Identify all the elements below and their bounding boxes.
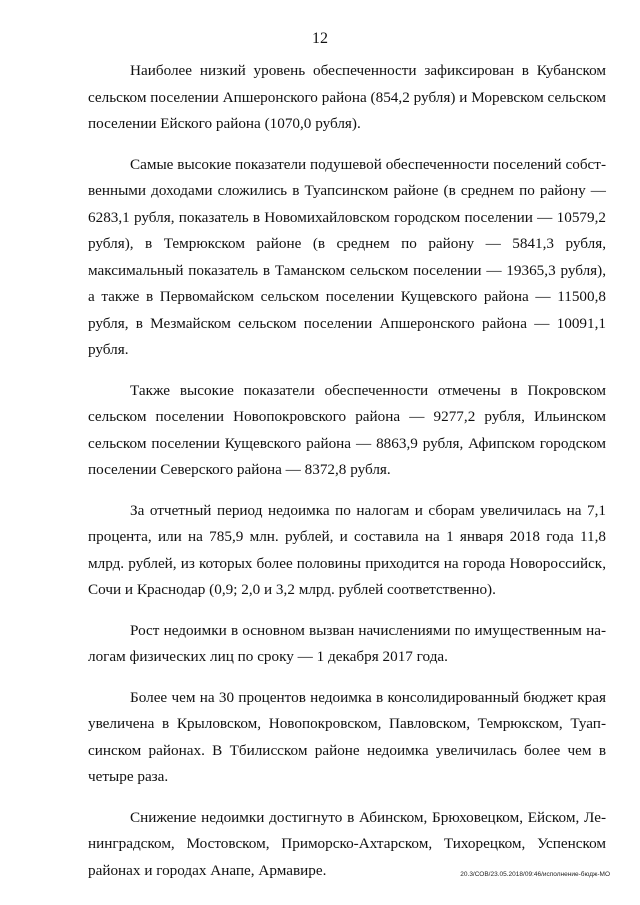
- paragraph-low-provision: Наиболее низкий уровень обеспеченности зафиксирован в Кубанском сельском поселении Апшеронского района (854,2 рубля) и Моревском сельском поселении Ейского района (1070,0 рубля).: [88, 62, 606, 132]
- paragraph-arrears-decrease: Снижение недоимки достигнуто в Абинском, Брюховецком, Ейском, Ленинградском, Мостовском, Приморско-Ахтарском, Тихорецком, Успенском районах и городах Анапе, Армавире.: [88, 808, 606, 879]
- paragraph-high-per-capita: Самые высокие показатели подушевой обеспеченности поселений собственными доходами сложились в Туапсинском районе (в среднем по району — 6283,1 рубля, показатель в Новомихайловском городском поселении — 10579,2 рубля), в Темрюкском районе (в среднем по району — 5841,3 рубля, максимальный показатель в Таманском сельском поселении — 19365,3 рубля), а также в Первомайском сельском поселении Кущевского района — 11500,8 рубля, в Мезмайском сельском поселении Апшеронского района — 10091,1 рубля.: [88, 155, 606, 358]
- footer-file-reference: 20.3/СОВ/23.05.2018/09:46/исполнение-бюдж-МО: [460, 871, 610, 878]
- page-number: 12: [312, 30, 328, 47]
- paragraph-arrears-increase: За отчетный период недоимка по налогам и сборам увеличилась на 7,1 процента, или на 785,9 млн. рублей, и составила на 1 января 2018 года 11,8 млрд. рублей, из которых более половины приходится на города Новороссийск, Сочи и Краснодар (0,9; 2,0 и 3,2 млрд. рублей соответственно).: [88, 501, 606, 598]
- paragraph-arrears-cause: Рост недоимки в основном вызван начислениями по имущественным налогам физических лиц по сроку — 1 декабря 2017 года.: [88, 621, 606, 665]
- paragraph-arrears-districts: Более чем на 30 процентов недоимка в консолидированный бюджет края увеличена в Крыловском, Новопокровском, Павловском, Темрюкском, Туапсинском районах. В Тбилисском районе недоимка увеличилась более чем в четыре раза.: [88, 688, 606, 785]
- paragraph-also-high: Также высокие показатели обеспеченности отмечены в Покровском сельском поселении Новопокровского района — 9277,2 рубля, Ильинском сельском поселении Кущевского района — 8863,9 рубля, Афипском городском поселении Северского района — 8372,8 рубля.: [88, 381, 606, 478]
- document-body: [88, 58, 606, 898]
